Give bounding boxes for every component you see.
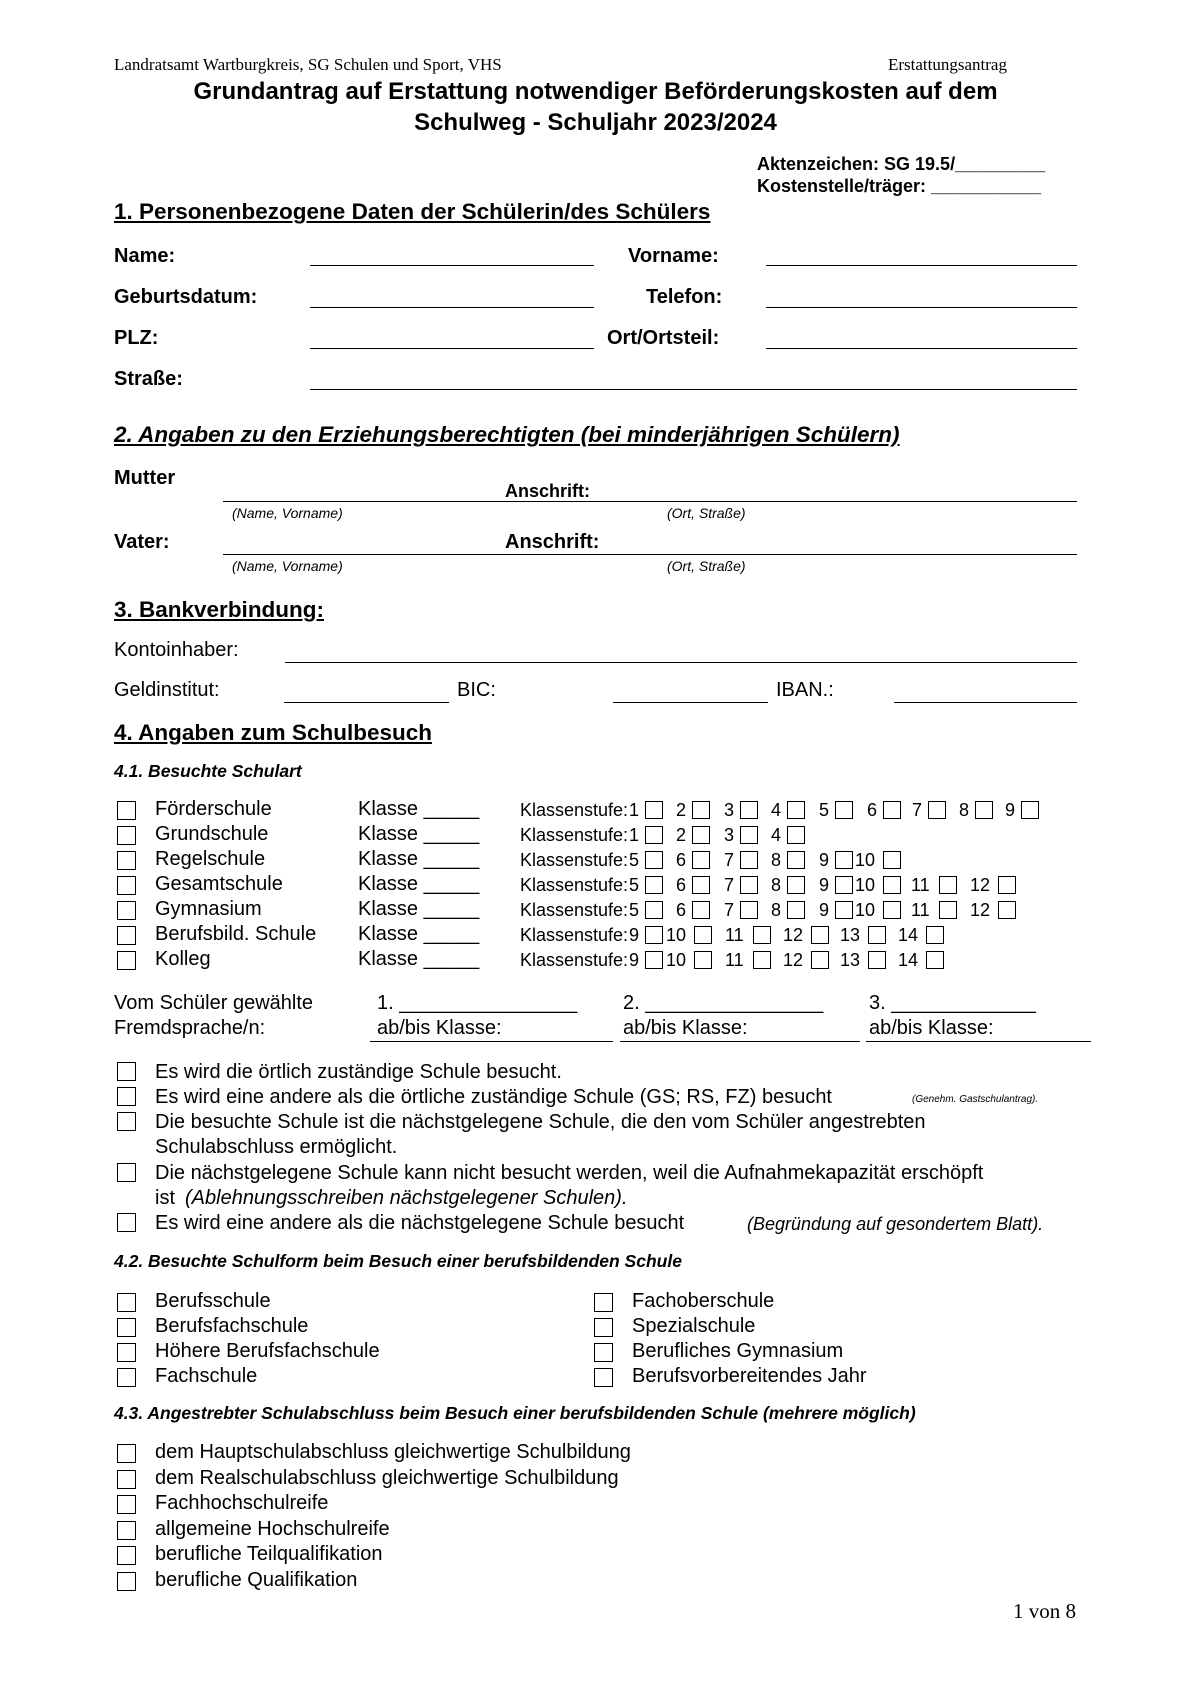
schulart-name: Kolleg (155, 948, 211, 970)
schulform-checkbox[interactable] (594, 1343, 613, 1362)
schulart-name: Gymnasium (155, 898, 262, 920)
fremdsprache-slot-1[interactable]: 1. ________________ (377, 992, 578, 1014)
vorname-line (766, 265, 1077, 266)
klassenstufe-checkbox[interactable] (645, 951, 663, 969)
klassenstufe-checkbox[interactable] (868, 926, 886, 944)
header-authority: Landratsamt Wartburgkreis, SG Schulen und Sport, VHS (114, 55, 502, 74)
geldinstitut-label: Geldinstitut: (114, 679, 220, 701)
klassenstufe-number: 6 (676, 850, 687, 870)
vater-label: Vater: (114, 531, 170, 553)
section-4-heading: 4. Angaben zum Schulbesuch (114, 720, 432, 745)
klassenstufe-checkbox[interactable] (928, 801, 946, 819)
klassenstufe-number: 10 (666, 925, 687, 945)
klassenstufe-checkbox[interactable] (883, 876, 901, 894)
klassenstufe-number: 6 (867, 800, 878, 820)
schulart-checkbox[interactable] (117, 951, 136, 970)
klassenstufe-number: 3 (724, 800, 735, 820)
statement-text-1: Es wird die örtlich zuständige Schule besucht. (155, 1061, 562, 1083)
schulform-checkbox[interactable] (117, 1293, 136, 1312)
klassenstufe-checkbox[interactable] (645, 901, 663, 919)
section-4-2-heading: 4.2. Besuchte Schulform beim Besuch einer berufsbildenden Schule (114, 1251, 682, 1271)
klassenstufe-checkbox[interactable] (868, 951, 886, 969)
klassenstufe-checkbox[interactable] (694, 951, 712, 969)
klassenstufe-number: 8 (771, 900, 782, 920)
klassenstufe-checkbox[interactable] (883, 801, 901, 819)
form-title-line1: Grundantrag auf Erstattung notwendiger Beförderungskosten auf dem (193, 78, 998, 105)
statement-text-3b: Schulabschluss ermöglicht. (155, 1136, 398, 1158)
klassenstufe-checkbox[interactable] (926, 951, 944, 969)
klassenstufe-checkbox[interactable] (811, 926, 829, 944)
klassenstufe-number: 9 (819, 875, 830, 895)
schulform-checkbox[interactable] (594, 1293, 613, 1312)
geldinstitut-field[interactable] (284, 678, 449, 700)
schulform-label: Berufsvorbereitendes Jahr (632, 1365, 867, 1387)
klassenstufe-checkbox[interactable] (883, 901, 901, 919)
schulart-checkbox[interactable] (117, 926, 136, 945)
name-label: Name: (114, 245, 176, 267)
klassenstufe-checkbox[interactable] (787, 801, 805, 819)
schulform-checkbox[interactable] (117, 1318, 136, 1337)
klassenstufe-number: 10 (855, 875, 876, 895)
klassenstufe-number: 12 (783, 925, 804, 945)
statement-text-2: Es wird eine andere als die örtliche zuständige Schule (GS; RS, FZ) besucht (155, 1086, 832, 1108)
klassenstufe-number: 10 (855, 900, 876, 920)
klassenstufe-label: Klassenstufe: (520, 825, 629, 845)
fremdsprache-abbis-2: ab/bis Klasse: (623, 1017, 748, 1039)
klassenstufe-checkbox[interactable] (692, 826, 710, 844)
abschluss-label: berufliche Qualifikation (155, 1568, 358, 1591)
ort-label: Ort/Ortsteil: (607, 327, 720, 349)
klassenstufe-checkbox[interactable] (835, 901, 853, 919)
klassenstufe-checkbox[interactable] (645, 826, 663, 844)
ort-line (766, 348, 1077, 349)
klassenstufe-number: 11 (911, 875, 930, 895)
klassenstufe-number: 13 (840, 925, 861, 945)
klassenstufe-number: 11 (725, 950, 744, 970)
klassenstufe-number: 10 (666, 950, 687, 970)
mutter-line (223, 501, 1077, 502)
klasse-label[interactable]: Klasse _____ (358, 798, 480, 820)
schulart-name: Förderschule (155, 798, 272, 820)
klassenstufe-checkbox[interactable] (753, 926, 771, 944)
klasse-label[interactable]: Klasse _____ (358, 823, 480, 845)
klassenstufe-checkbox[interactable] (787, 901, 805, 919)
statement-text-5a: Es wird eine andere als die nächstgelegene Schule besucht (155, 1212, 685, 1234)
schulart-checkbox[interactable] (117, 876, 136, 895)
statement-text-3a: Die besuchte Schule ist die nächstgelegene Schule, die den vom Schüler angestrebten (155, 1111, 926, 1133)
abschluss-checkbox[interactable] (117, 1546, 136, 1565)
klassenstufe-checkbox[interactable] (835, 851, 853, 869)
name-field[interactable] (310, 240, 594, 262)
klassenstufe-checkbox[interactable] (939, 901, 957, 919)
kontoinhaber-label: Kontoinhaber: (114, 639, 239, 661)
abschluss-label: Fachhochschulreife (155, 1492, 329, 1514)
vater-anschrift-field[interactable] (610, 530, 1077, 552)
geburtsdatum-label: Geburtsdatum: (114, 286, 258, 308)
klassenstufe-number: 5 (629, 875, 640, 895)
abschluss-checkbox[interactable] (117, 1572, 136, 1591)
klassenstufe-checkbox[interactable] (811, 951, 829, 969)
klasse-label[interactable]: Klasse _____ (358, 948, 480, 970)
abbis-line-3 (866, 1041, 1091, 1042)
kontoinhaber-field[interactable] (285, 638, 1077, 660)
klassenstufe-number: 9 (1005, 800, 1016, 820)
genehm-note: (Genehm. Gastschulantrag). (912, 1094, 1039, 1105)
klassenstufe-checkbox[interactable] (740, 901, 758, 919)
klassenstufe-number: 10 (855, 850, 876, 870)
klassenstufe-checkbox[interactable] (835, 876, 853, 894)
schulart-name: Regelschule (155, 848, 266, 870)
fremdsprache-label-line1: Vom Schüler gewählte (114, 992, 314, 1014)
abschluss-label: dem Realschulabschluss gleichwertige Schulbildung (155, 1466, 619, 1489)
kostenstelle: Kostenstelle/träger: ___________ (757, 176, 1042, 196)
klasse-label[interactable]: Klasse _____ (358, 848, 480, 870)
mutter-name-hint: (Name, Vorname) (232, 505, 343, 521)
klassenstufe-number: 7 (724, 850, 735, 870)
klassenstufe-checkbox[interactable] (692, 851, 710, 869)
vater-name-hint: (Name, Vorname) (232, 558, 343, 574)
schulart-name: Gesamtschule (155, 873, 283, 895)
mutter-label: Mutter (114, 467, 176, 489)
klassenstufe-number: 12 (970, 900, 991, 920)
klasse-label[interactable]: Klasse _____ (358, 873, 480, 895)
klassenstufe-number: 5 (629, 850, 640, 870)
abschluss-label: dem Hauptschulabschluss gleichwertige Schulbildung (155, 1441, 631, 1463)
klassenstufe-checkbox[interactable] (740, 801, 758, 819)
geburtsdatum-field[interactable] (310, 282, 594, 304)
geburtsdatum-line (310, 307, 594, 308)
statement-text-4c: (Ablehnungsschreiben nächstgelegener Schulen). (185, 1187, 628, 1209)
klassenstufe-checkbox[interactable] (787, 826, 805, 844)
klassenstufe-number: 12 (970, 875, 991, 895)
abschluss-checkbox[interactable] (117, 1521, 136, 1540)
klassenstufe-number: 9 (819, 900, 830, 920)
section-4-3-heading: 4.3. Angestrebter Schulabschluss beim Besuch einer berufsbildenden Schule (mehrere möglich) (114, 1403, 916, 1423)
klassenstufe-number: 6 (676, 900, 687, 920)
header-doc-type: Erstattungsantrag (888, 55, 1007, 74)
klassenstufe-label: Klassenstufe: (520, 800, 629, 820)
klassenstufe-label: Klassenstufe: (520, 925, 629, 945)
mutter-anschrift-field[interactable] (610, 477, 1077, 499)
klassenstufe-number: 9 (629, 950, 640, 970)
klassenstufe-number: 2 (676, 825, 687, 845)
plz-line (310, 348, 594, 349)
plz-label: PLZ: (114, 327, 159, 349)
klassenstufe-checkbox[interactable] (998, 901, 1016, 919)
klassenstufe-number: 12 (783, 950, 804, 970)
name-line (310, 265, 594, 266)
geldinstitut-line (284, 702, 449, 703)
klassenstufe-label: Klassenstufe: (520, 875, 629, 895)
schulart-name: Berufsbild. Schule (155, 923, 317, 945)
klassenstufe-checkbox[interactable] (1021, 801, 1039, 819)
statement-text-5b: (Begründung auf gesondertem Blatt). (747, 1214, 1044, 1234)
bic-label: BIC: (457, 679, 496, 701)
fremdsprache-abbis-1: ab/bis Klasse: (377, 1017, 502, 1039)
klassenstufe-checkbox[interactable] (883, 851, 901, 869)
schulform-checkbox[interactable] (117, 1343, 136, 1362)
abbis-line-1 (370, 1041, 613, 1042)
klassenstufe-label: Klassenstufe: (520, 950, 629, 970)
form-title-line2: Schulweg - Schuljahr 2023/2024 (414, 109, 777, 136)
bic-field[interactable] (613, 678, 768, 700)
section-2-heading: 2. Angaben zu den Erziehungsberechtigten (bei minderjährigen Schülern) (114, 422, 900, 447)
klassenstufe-checkbox[interactable] (694, 926, 712, 944)
vater-name-field[interactable] (223, 530, 473, 552)
iban-line (894, 702, 1077, 703)
schulform-checkbox[interactable] (594, 1368, 613, 1387)
klassenstufe-number: 14 (898, 950, 919, 970)
schulart-checkbox[interactable] (117, 801, 136, 820)
klassenstufe-number: 7 (724, 900, 735, 920)
statement-text-4a: Die nächstgelegene Schule kann nicht besucht werden, weil die Aufnahmekapazität erschöpft (155, 1162, 984, 1184)
klassenstufe-checkbox[interactable] (787, 851, 805, 869)
vater-anschrift-label: Anschrift: (505, 531, 600, 553)
klassenstufe-number: 6 (676, 875, 687, 895)
statement-checkbox-1[interactable] (117, 1062, 136, 1081)
klassenstufe-checkbox[interactable] (835, 801, 853, 819)
schulform-checkbox[interactable] (117, 1368, 136, 1387)
klassenstufe-number: 8 (959, 800, 970, 820)
statement-text-4b: ist (155, 1187, 175, 1209)
statement-checkbox-4[interactable] (117, 1163, 136, 1182)
abschluss-label: berufliche Teilqualifikation (155, 1543, 383, 1565)
mutter-anschrift-label: Anschrift: (505, 481, 590, 501)
fremdsprache-label-line2: Fremdsprache/n: (114, 1017, 266, 1039)
klassenstufe-number: 9 (629, 925, 640, 945)
klassenstufe-number: 14 (898, 925, 919, 945)
abschluss-checkbox[interactable] (117, 1470, 136, 1489)
klassenstufe-checkbox[interactable] (645, 851, 663, 869)
telefon-field[interactable] (766, 282, 1077, 304)
klassenstufe-number: 7 (724, 875, 735, 895)
page-number: 1 von 8 (1013, 1599, 1076, 1623)
klassenstufe-checkbox[interactable] (787, 876, 805, 894)
klassenstufe-number: 1 (629, 825, 640, 845)
fremdsprache-abbis-3: ab/bis Klasse: (869, 1017, 994, 1039)
section-1-heading: 1. Personenbezogene Daten der Schülerin/des Schülers (114, 199, 711, 224)
klassenstufe-checkbox[interactable] (692, 876, 710, 894)
section-3-heading: 3. Bankverbindung: (114, 597, 325, 622)
klassenstufe-checkbox[interactable] (926, 926, 944, 944)
abschluss-checkbox[interactable] (117, 1495, 136, 1514)
klassenstufe-checkbox[interactable] (740, 851, 758, 869)
klassenstufe-number: 4 (771, 800, 782, 820)
vater-ort-hint: (Ort, Straße) (667, 558, 746, 574)
schulform-label: Höhere Berufsfachschule (155, 1340, 380, 1362)
strasse-label: Straße: (114, 368, 183, 390)
klassenstufe-number: 2 (676, 800, 687, 820)
klasse-label[interactable]: Klasse _____ (358, 923, 480, 945)
klassenstufe-number: 13 (840, 950, 861, 970)
abschluss-checkbox[interactable] (117, 1444, 136, 1463)
klassenstufe-number: 5 (819, 800, 830, 820)
iban-field[interactable] (894, 678, 1077, 700)
kontoinhaber-line (285, 662, 1077, 663)
schulform-label: Fachschule (155, 1365, 258, 1387)
aktenzeichen: Aktenzeichen: SG 19.5/_________ (757, 154, 1046, 174)
klassenstufe-checkbox[interactable] (975, 801, 993, 819)
mutter-ort-hint: (Ort, Straße) (667, 505, 746, 521)
statement-checkbox-5[interactable] (117, 1213, 136, 1232)
plz-field[interactable] (310, 323, 594, 345)
schulform-label: Spezialschule (632, 1315, 756, 1337)
section-4-1-heading: 4.1. Besuchte Schulart (114, 761, 302, 781)
klassenstufe-number: 8 (771, 875, 782, 895)
ort-field[interactable] (766, 323, 1077, 345)
klassenstufe-number: 11 (911, 900, 930, 920)
mutter-name-field[interactable] (223, 477, 473, 499)
klassenstufe-number: 4 (771, 825, 782, 845)
schulform-label: Berufsfachschule (155, 1315, 309, 1337)
schulart-checkbox[interactable] (117, 901, 136, 920)
klassenstufe-number: 3 (724, 825, 735, 845)
klassenstufe-number: 7 (912, 800, 923, 820)
klassenstufe-checkbox[interactable] (645, 876, 663, 894)
klassenstufe-checkbox[interactable] (740, 876, 758, 894)
klassenstufe-number: 5 (629, 900, 640, 920)
abschluss-label: allgemeine Hochschulreife (155, 1517, 390, 1540)
klassenstufe-number: 11 (725, 925, 744, 945)
telefon-line (766, 307, 1077, 308)
schulform-label: Berufliches Gymnasium (632, 1340, 844, 1362)
schulart-name: Grundschule (155, 823, 269, 845)
strasse-field[interactable] (310, 364, 1077, 386)
klasse-label[interactable]: Klasse _____ (358, 898, 480, 920)
klassenstufe-label: Klassenstufe: (520, 850, 629, 870)
klassenstufe-number: 1 (629, 800, 640, 820)
klassenstufe-checkbox[interactable] (998, 876, 1016, 894)
schulart-checkbox[interactable] (117, 851, 136, 870)
schulform-label: Fachoberschule (632, 1290, 775, 1312)
vorname-field[interactable] (766, 240, 1077, 262)
bic-line (613, 702, 768, 703)
fremdsprache-slot-2[interactable]: 2. ________________ (623, 992, 824, 1014)
klassenstufe-label: Klassenstufe: (520, 900, 629, 920)
vorname-label: Vorname: (628, 245, 719, 267)
statement-checkbox-2[interactable] (117, 1087, 136, 1106)
schulform-label: Berufsschule (155, 1290, 271, 1312)
fremdsprache-slot-3[interactable]: 3. _____________ (869, 992, 1036, 1014)
klassenstufe-checkbox[interactable] (939, 876, 957, 894)
statement-checkbox-3[interactable] (117, 1112, 136, 1131)
strasse-line (310, 389, 1077, 390)
klassenstufe-checkbox[interactable] (692, 901, 710, 919)
telefon-label: Telefon: (646, 286, 723, 308)
klassenstufe-checkbox[interactable] (692, 801, 710, 819)
klassenstufe-checkbox[interactable] (740, 826, 758, 844)
schulform-checkbox[interactable] (594, 1318, 613, 1337)
klassenstufe-checkbox[interactable] (645, 801, 663, 819)
schulart-checkbox[interactable] (117, 826, 136, 845)
abbis-line-2 (620, 1041, 860, 1042)
klassenstufe-number: 9 (819, 850, 830, 870)
klassenstufe-checkbox[interactable] (645, 926, 663, 944)
klassenstufe-number: 8 (771, 850, 782, 870)
iban-label: IBAN.: (776, 679, 834, 701)
klassenstufe-checkbox[interactable] (753, 951, 771, 969)
vater-line (223, 554, 1077, 555)
